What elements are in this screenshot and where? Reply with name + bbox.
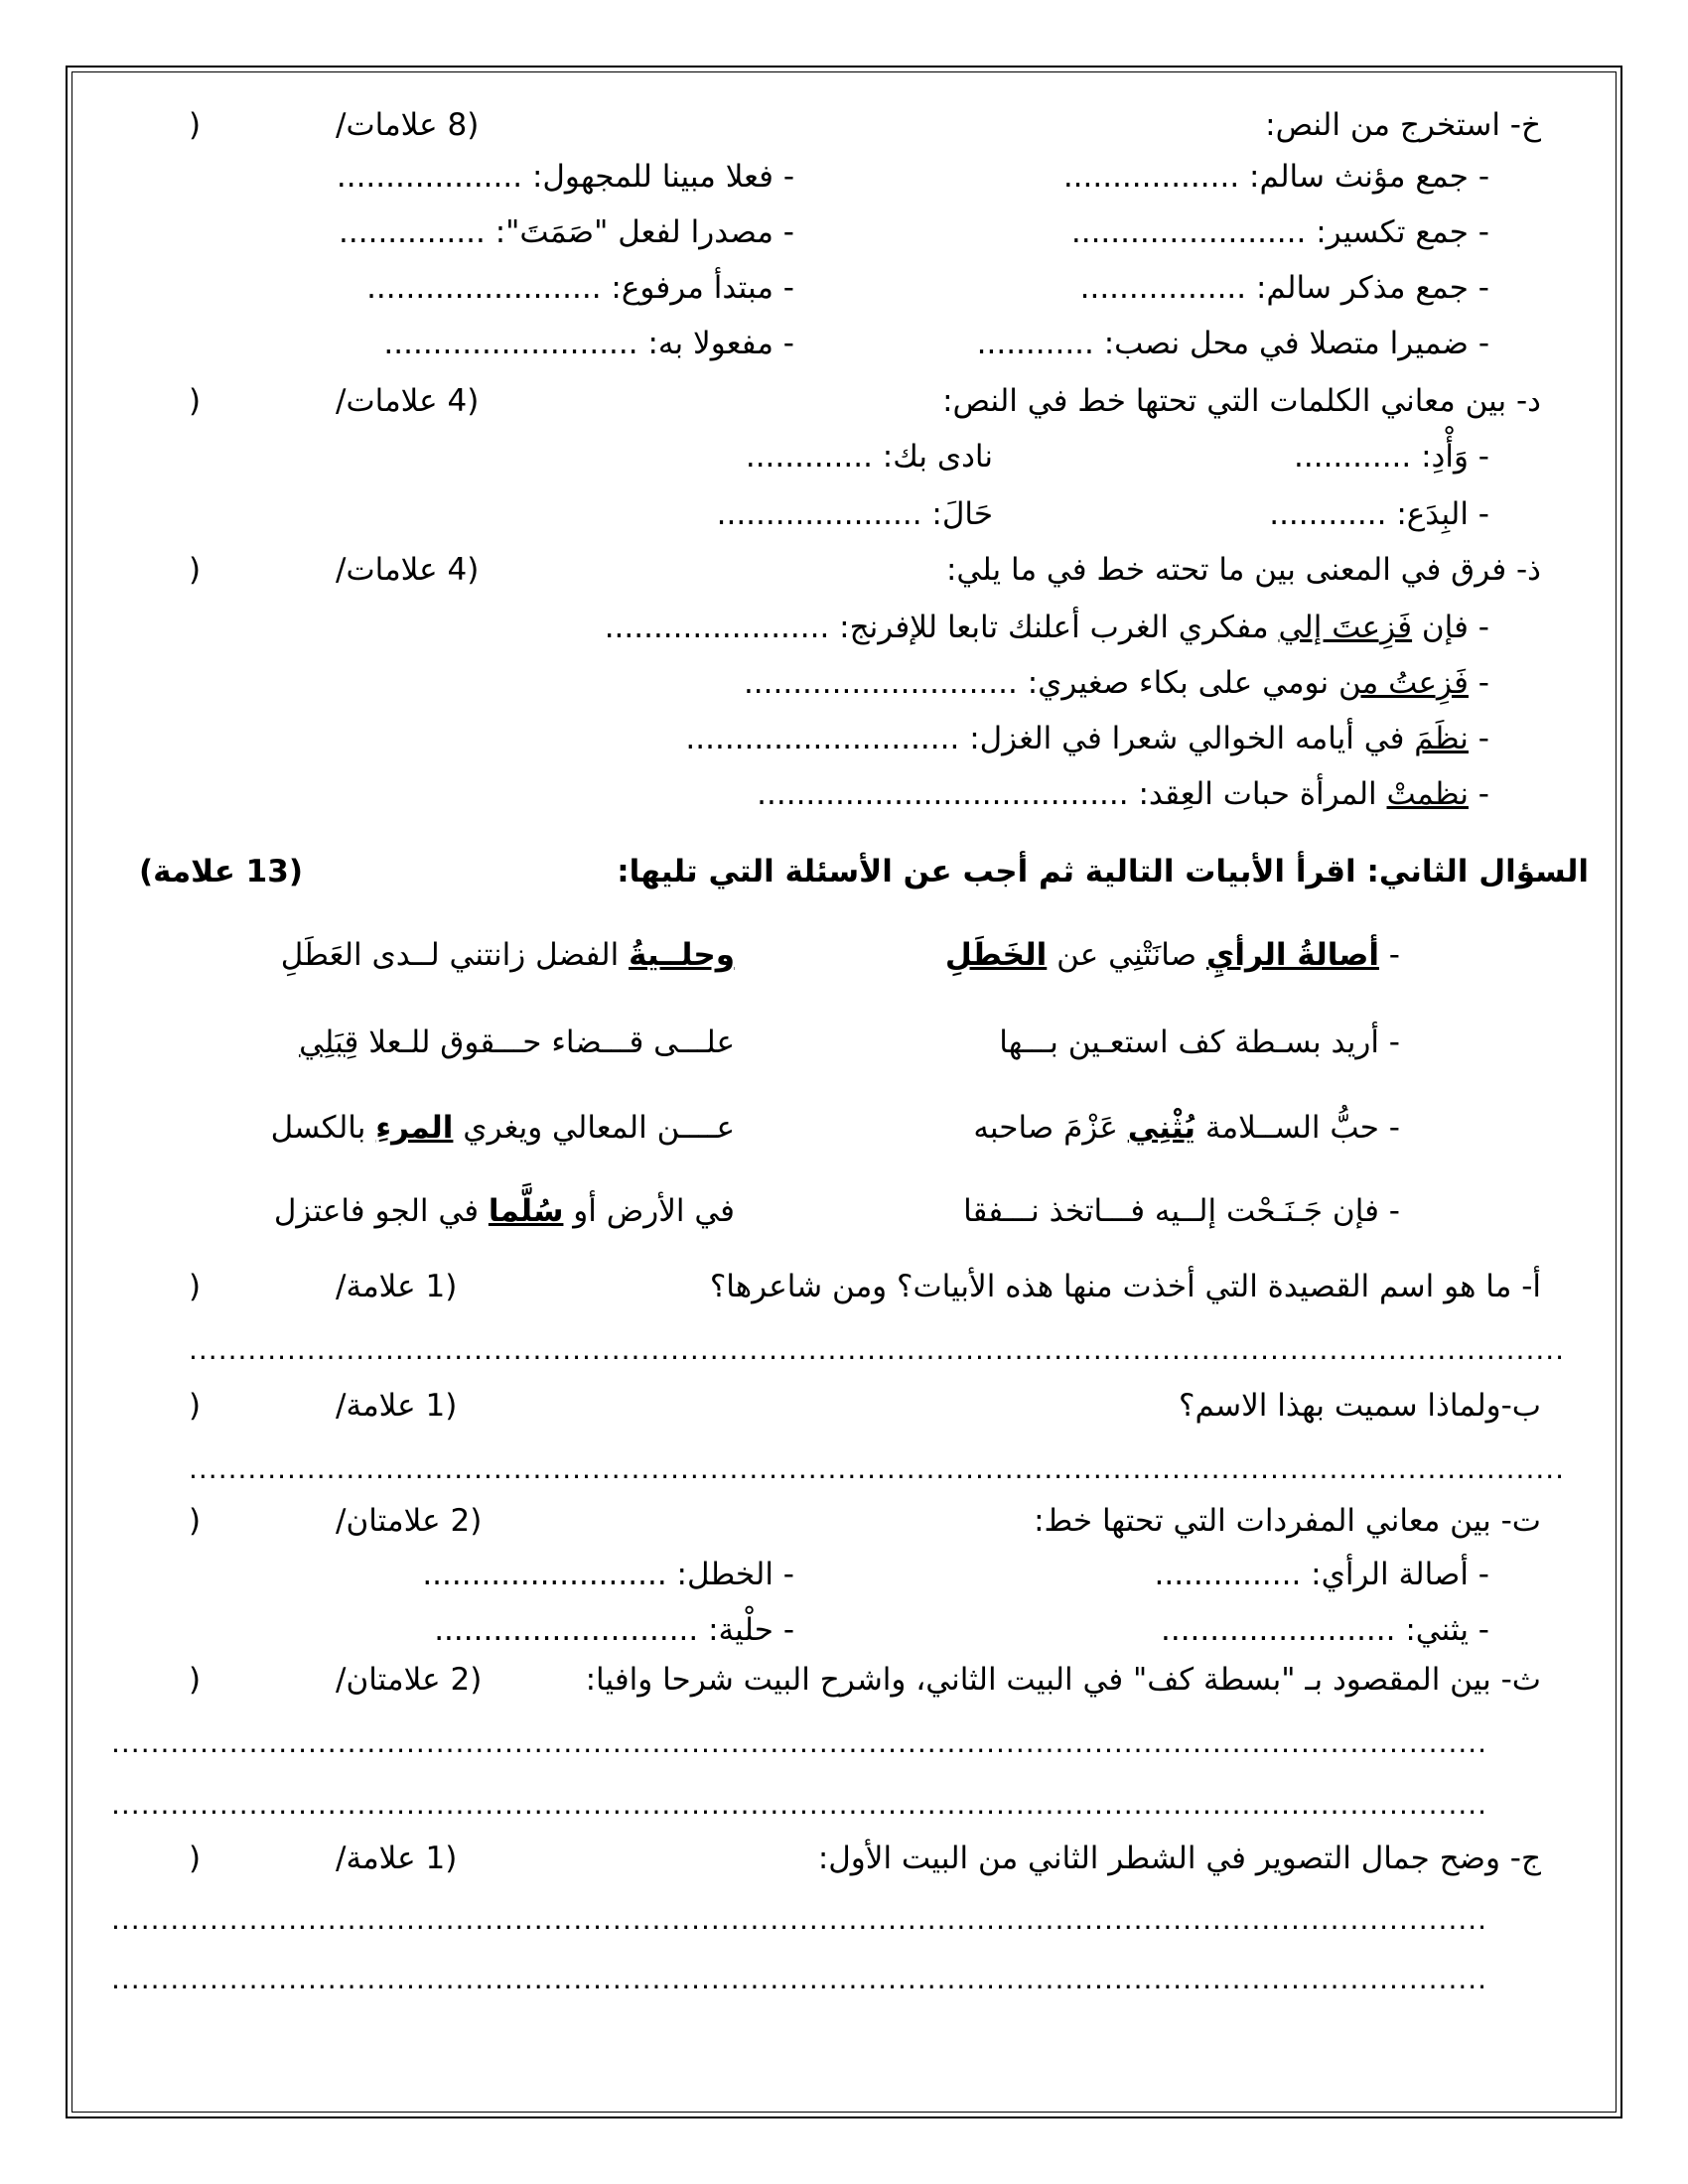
q2-j-question: ج- وضح جمال التصوير في الشطر الثاني من البيت الأول: (817, 1841, 1541, 1876)
q1-dh-row2: - فَزِعتُ من نومي على بكاء صغيري: ............................ (743, 665, 1489, 701)
q2-t-paren: ) (189, 1503, 202, 1539)
verse-3-right: - حبُّ الســلامة يُثْنِي عَزْمَ صاحبه (973, 1110, 1400, 1146)
q2-j-answer-line-2: ............................................................................................................................................ (111, 1963, 1488, 1995)
q1-kh-mark: (8 علامات/ (336, 107, 480, 143)
q1-kh-paren: ) (189, 107, 202, 143)
q2-t-row1-left: - الخطل: ......................... (422, 1557, 794, 1592)
q2-j-paren: ) (189, 1841, 202, 1876)
q1-kh-row4-right: - ضميرا متصلا في محل نصب: ............ (976, 326, 1489, 361)
q2-j-answer-line-1: ............................................................................................................................................ (111, 1903, 1488, 1936)
q2-a-question: أ- ما هو اسم القصيدة التي أخذت منها هذه الأبيات؟ ومن شاعرها؟ (709, 1269, 1541, 1304)
q1-kh-row4-left: - مفعولا به: .......................... (383, 326, 794, 361)
q1-dh-row1: - فإن فَزِعتَ إلي مفكري الغرب أعلنك تابعا للإفرنج: ....................... (604, 610, 1489, 645)
q2-th-mark: (2 علامتان/ (336, 1662, 483, 1698)
q1-dh-mark: (4 علامات/ (336, 552, 480, 588)
q2-t-row2-left: - حلْية: ........................... (434, 1612, 794, 1648)
verse-4-left: في الأرض أو سُلَّما في الجو فاعتزل (273, 1193, 735, 1229)
q2-t-row2-right: - يثني: ........................ (1160, 1612, 1489, 1648)
q2-mark: (13 علامة) (139, 854, 303, 889)
q1-dh-row4: - نظمتْ المرأة حبات العِقد: ...................................... (757, 776, 1489, 812)
verse-2-left: علـــى قـــضاء حـــقوق للـعلا قِبَلِي (299, 1024, 735, 1060)
q1-kh-row2-right: - جمع تكسير: ........................ (1070, 214, 1489, 250)
q2-t-row1-right: - أصالة الرأي: ............... (1154, 1557, 1489, 1592)
q2-b-mark: (1 علامة/ (336, 1388, 458, 1424)
q2-b-question: ب-ولماذا سميت بهذا الاسم؟ (1179, 1388, 1541, 1424)
q2-t-question: ت- بين معاني المفردات التي تحتها خط: (1034, 1503, 1541, 1539)
verse-4-right: - فإن جَـنَـحْت إلــيه فـــاتخذ نـــفقا (963, 1193, 1400, 1229)
verse-3-left: عــــن المعالي ويغري المرءِ بالكسل (270, 1110, 735, 1146)
q2-th-paren: ) (189, 1662, 202, 1698)
q1-kh-row3-right: - جمع مذكر سالم: ................. (1079, 270, 1489, 306)
q1-kh-row1-left: - فعلا مبينا للمجهول: ................... (336, 159, 794, 195)
q2-t-mark: (2 علامتان/ (336, 1503, 483, 1539)
verse-2-right: - أريد بسـطة كف استعـين بـــها (999, 1024, 1400, 1060)
verse-1-right: - أصالةُ الرأيِ صانَتْنِي عن الخَطَلِ (944, 937, 1400, 973)
q2-j-mark: (1 علامة/ (336, 1841, 458, 1876)
q2-a-mark: (1 علامة/ (336, 1269, 458, 1304)
q1-dh-paren: ) (189, 552, 202, 588)
q2-a-answer-line: ............................................................................................................................................ (189, 1333, 1566, 1366)
q1-d-row2-left: حَالَ: ..................... (716, 496, 993, 532)
q1-d-mark: (4 علامات/ (336, 383, 480, 419)
q2-b-answer-line: ............................................................................................................................................ (189, 1452, 1566, 1485)
q1-kh-row3-left: - مبتدأ مرفوع: ........................ (366, 270, 794, 306)
q2-a-paren: ) (189, 1269, 202, 1304)
q1-d-paren: ) (189, 383, 202, 419)
q1-d-row1-right: - وَأْدِ: ............ (1294, 439, 1489, 475)
q1-d-row1-left: نادى بك: ............. (745, 439, 993, 475)
q2-b-paren: ) (189, 1388, 202, 1424)
q1-d-row2-right: - البِدَع: ............ (1269, 496, 1489, 532)
q1-kh-row2-left: - مصدرا لفعل "صَمَتَ": ............... (339, 214, 794, 250)
verse-1-left: وحلــيةُ الفضل زانتني لــدى العَطَلِ (280, 937, 735, 973)
q2-th-question: ث- بين المقصود بـ "بسطة كف" في البيت الثاني، واشرح البيت شرحا وافيا: (585, 1662, 1541, 1698)
q1-dh-title: ذ- فرق في المعنى بين ما تحته خط في ما يلي: (945, 552, 1541, 588)
q2-th-answer-line-2: ............................................................................................................................................ (111, 1788, 1488, 1821)
q1-d-title: د- بين معاني الكلمات التي تحتها خط في النص: (942, 383, 1541, 419)
q2-th-answer-line-1: ............................................................................................................................................ (111, 1726, 1488, 1759)
q1-dh-row3: - نظَمَ في أيامه الخوالي شعرا في الغزل: ............................ (685, 721, 1489, 756)
q1-kh-title: خ- استخرج من النص: (1265, 107, 1541, 143)
q2-title: السؤال الثاني: اقرأ الأبيات التالية ثم أجب عن الأسئلة التي تليها: (617, 854, 1589, 889)
q1-kh-row1-right: - جمع مؤنث سالم: .................. (1062, 159, 1489, 195)
